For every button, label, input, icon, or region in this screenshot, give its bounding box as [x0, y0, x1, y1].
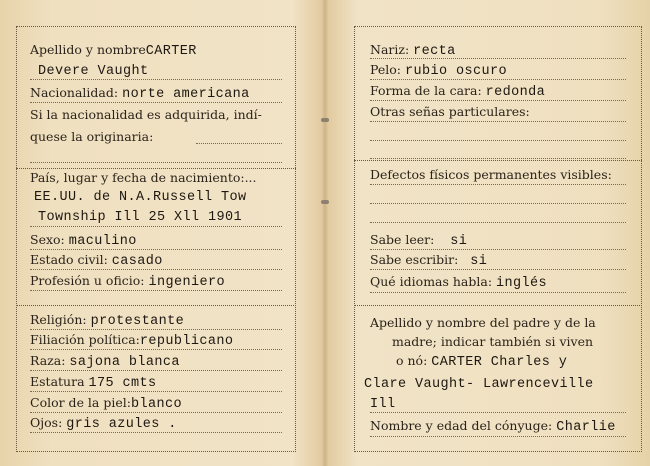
fill-line [370, 140, 626, 141]
read-value: si [450, 234, 468, 249]
right-page [326, 0, 650, 466]
section-divider [354, 305, 642, 306]
fill-line [30, 290, 282, 291]
fill-line [30, 162, 282, 163]
politics-value: republicano [139, 334, 234, 349]
parents-line2 [392, 334, 593, 350]
eyes-label: Ojos: [30, 415, 63, 430]
marital-row [30, 252, 163, 270]
face-value: redonda [485, 85, 546, 100]
sex-label: Sexo: [30, 232, 65, 247]
languages-label: Qué idiomas habla: [370, 274, 493, 289]
religion-value: protestante [90, 314, 185, 329]
parents-line3 [396, 353, 567, 371]
skin-color-label: Color de la piel: [30, 395, 131, 410]
parents-label: Apellido y nombre del padre y de la [370, 315, 596, 330]
write-value: si [470, 254, 488, 269]
face-row [370, 83, 545, 101]
profession-row [30, 273, 225, 291]
parents-line1 [370, 315, 596, 331]
spouse-label: Nombre y edad del cónyuge: [370, 418, 553, 433]
other-marks-row [370, 104, 530, 120]
given-name-value: Devere Vaught [38, 64, 149, 79]
section-divider [16, 168, 296, 169]
birth-row [30, 170, 257, 186]
fill-line [370, 222, 626, 223]
fill-line [370, 412, 626, 413]
parents-value-2: Clare Vaught- Lawrenceville [364, 377, 594, 392]
parents-line4 [364, 375, 594, 393]
birth-value-line2 [38, 208, 242, 226]
fill-line [196, 143, 282, 144]
skin-color-value: blanco [130, 397, 182, 412]
face-label: Forma de la cara: [370, 83, 482, 98]
fill-line [30, 226, 282, 227]
fill-line [30, 412, 282, 413]
surname-row [30, 42, 197, 60]
parents-label-cont: madre; indicar también si viven [392, 334, 594, 349]
fill-line [370, 203, 626, 204]
nose-label: Nariz: [370, 42, 410, 57]
fill-line [370, 121, 626, 122]
birth-date-value: Township Ill 25 Xll 1901 [38, 210, 243, 225]
race-row [30, 353, 180, 371]
height-label: Estatura [30, 374, 85, 389]
profession-label: Profesión u oficio: [30, 273, 145, 288]
languages-value: inglés [496, 276, 548, 291]
parents-value-1: CARTER Charles y [431, 355, 568, 370]
fill-line [370, 249, 626, 250]
fill-line [30, 432, 282, 433]
fill-line [370, 58, 626, 59]
fill-line [370, 100, 626, 101]
fill-line [370, 158, 626, 159]
fill-line [30, 349, 282, 350]
religion-label: Religión: [30, 312, 87, 327]
fill-line [370, 184, 626, 185]
fill-line [30, 391, 282, 392]
write-label: Sabe escribir: [370, 252, 459, 267]
parents-line5 [370, 395, 396, 413]
marital-label: Estado civil: [30, 252, 108, 267]
write-row [370, 252, 487, 270]
marital-value: casado [111, 254, 163, 269]
race-label: Raza: [30, 353, 66, 368]
religion-row [30, 312, 184, 330]
section-divider [354, 160, 642, 161]
fill-line [30, 370, 282, 371]
surname-label: Apellido y nombre [30, 42, 146, 57]
birth-place-value: EE.UU. de N.A.Russell Tow [34, 190, 247, 205]
birth-value-line1 [34, 188, 247, 206]
defects-row [370, 167, 612, 183]
hair-row [370, 62, 507, 80]
height-value: 175 cmts [88, 376, 157, 391]
politics-label: Filiación política: [30, 332, 140, 347]
fill-line [370, 292, 626, 293]
skin-color-row [30, 395, 182, 413]
nose-value: recta [413, 44, 456, 59]
fill-line [30, 329, 282, 330]
profession-value: ingeniero [148, 275, 226, 290]
fill-line [30, 269, 282, 270]
race-value: sajona blanca [69, 355, 180, 370]
surname-value: CARTER [145, 44, 197, 59]
nationality-value: norte americana [122, 87, 250, 102]
nationality-row [30, 85, 250, 103]
birth-label: País, lugar y fecha de nacimiento:... [30, 170, 257, 185]
hair-label: Pelo: [370, 62, 401, 77]
eyes-row [30, 415, 177, 433]
fill-line [30, 79, 282, 80]
fill-line [30, 102, 282, 103]
fill-line [30, 249, 282, 250]
eyes-value: gris azules . [66, 417, 177, 432]
defects-label: Defectos físicos permanentes visibles: [370, 167, 612, 182]
nationality-label: Nacionalidad: [30, 85, 119, 100]
other-marks-label: Otras señas particulares: [370, 104, 530, 119]
section-divider [16, 305, 296, 306]
left-page [0, 0, 324, 466]
original-nationality-label: quese la originaria: [30, 129, 154, 144]
sex-row [30, 232, 137, 250]
politics-row [30, 332, 233, 350]
fill-line [370, 436, 626, 437]
read-label: Sabe leer: [370, 232, 435, 247]
acquired-nationality-text: Si la nacionalidad es adquirida, indí- [30, 107, 262, 122]
parents-alive-label: o nó: [396, 353, 428, 368]
sex-value: maculino [68, 234, 137, 249]
spouse-value: Charlie [556, 420, 616, 435]
read-row [370, 232, 467, 250]
fill-line [370, 269, 626, 270]
spouse-row [370, 418, 616, 436]
hair-value: rubio oscuro [404, 64, 507, 79]
fill-line [370, 79, 626, 80]
acquired-nationality-line1 [30, 107, 262, 123]
given-name-row [38, 62, 149, 80]
acquired-nationality-line2 [30, 129, 153, 145]
parents-value-3: Ill [370, 397, 396, 412]
languages-row [370, 274, 547, 292]
height-row [30, 374, 157, 392]
